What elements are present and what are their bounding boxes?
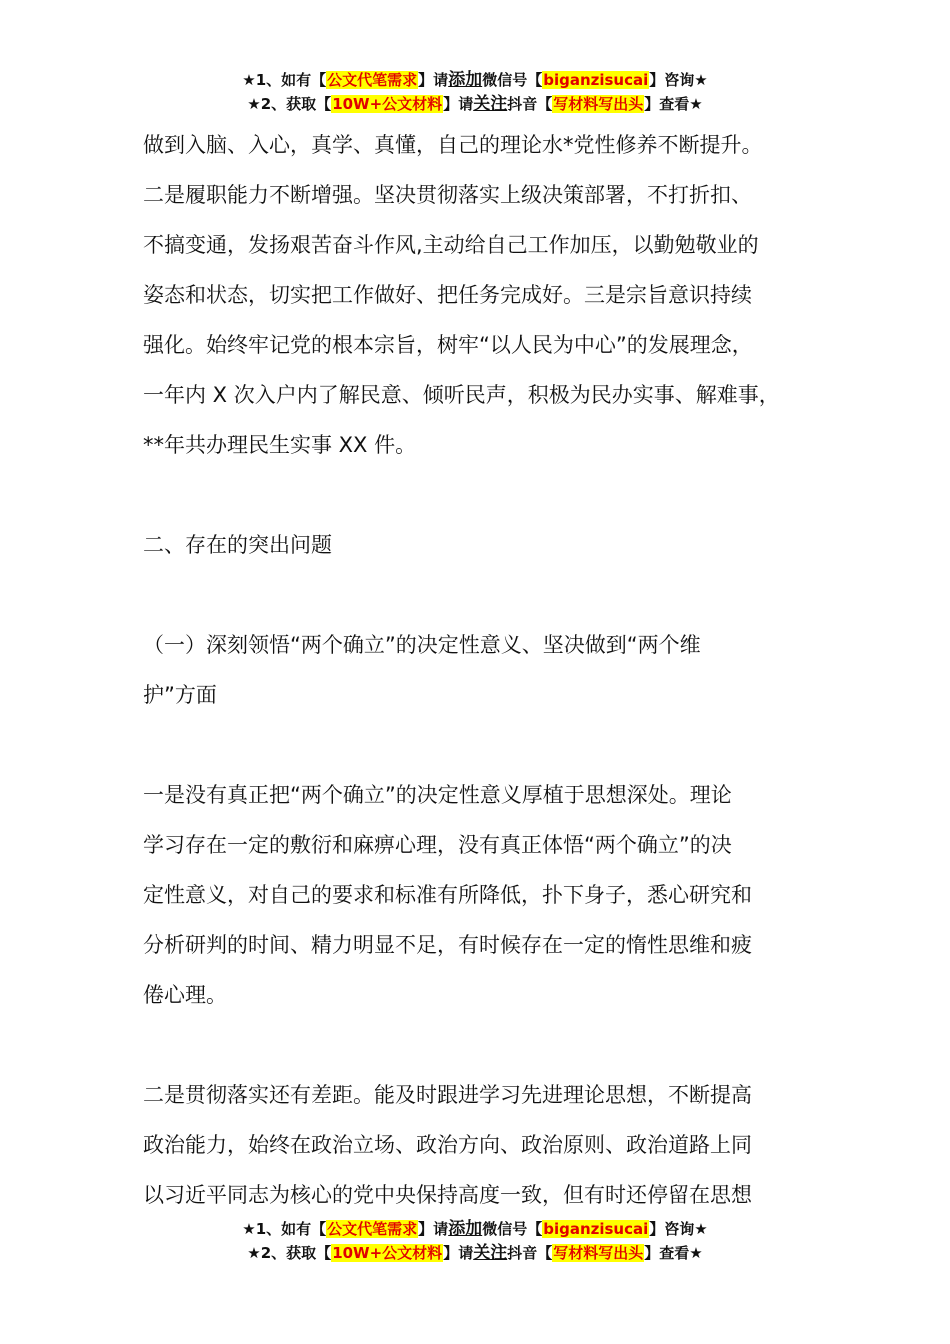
body-line: 分析研判的时间、精力明显不足，有时候存在一定的惰性思维和疲	[143, 933, 752, 957]
banner-emphasis: 关注	[473, 1243, 508, 1263]
paragraph-gap	[143, 570, 833, 620]
banner-text: ★2、获取【	[247, 1244, 332, 1262]
banner-text: ★1、如有【	[242, 71, 327, 89]
footer-banner	[0, 1217, 950, 1265]
banner-highlight: 公文代笔需求	[327, 1220, 418, 1238]
banner-text: 抖音【	[507, 95, 553, 113]
banner-highlight: 10W+公文材料	[332, 95, 443, 113]
body-line: 一是没有真正把“两个确立”的决定性意义厚植于思想深处。理论	[143, 783, 732, 807]
banner-emphasis: 关注	[473, 94, 508, 114]
banner-text: 】查看★	[644, 95, 703, 113]
banner-text: 】请	[418, 71, 449, 89]
banner-text: 】咨询★	[649, 1220, 708, 1238]
banner-highlight: 写材料写出头	[553, 95, 644, 113]
body-line: 一年内 X 次入户内了解民意、倾听民声，积极为民办实事、解难事，	[143, 383, 780, 407]
body-line: 不搞变通，发扬艰苦奋斗作风,主动给自己工作加压，以勤勉敬业的	[143, 233, 759, 257]
body-line: 政治能力，始终在政治立场、政治方向、政治原则、政治道路上同	[143, 1133, 752, 1157]
banner-highlight: biganzisucai	[543, 1220, 649, 1238]
banner-line-1	[0, 1217, 950, 1241]
body-line: 二是履职能力不断增强。坚决贯彻落实上级决策部署，不打折扣、	[143, 183, 752, 207]
banner-text: 】请	[443, 1244, 474, 1262]
subsection-heading: （一）深刻领悟“两个确立”的决定性意义、坚决做到“两个维	[143, 633, 701, 657]
body-line: 倦心理。	[143, 983, 227, 1007]
body-line: 做到入脑、入心，真学、真懂，自己的理论水*党性修养不断提升。	[143, 133, 763, 157]
paragraph-gap	[143, 1020, 833, 1070]
body-line: **年共办理民生实事 XX 件。	[143, 433, 417, 457]
banner-line-1	[0, 68, 950, 92]
section-heading: 二、存在的突出问题	[143, 533, 332, 557]
banner-highlight: 写材料写出头	[553, 1244, 644, 1262]
banner-highlight: 公文代笔需求	[327, 71, 418, 89]
banner-emphasis: 添加	[448, 70, 483, 90]
body-line: 学习存在一定的敷衍和麻痹心理，没有真正体悟“两个确立”的决	[143, 833, 732, 857]
banner-text: 微信号【	[482, 71, 543, 89]
banner-text: 微信号【	[482, 1220, 543, 1238]
body-line: 强化。始终牢记党的根本宗旨，树牢“以人民为中心”的发展理念，	[143, 333, 753, 357]
header-banner	[0, 68, 950, 116]
banner-line-2	[0, 1241, 950, 1265]
banner-highlight: biganzisucai	[543, 71, 649, 89]
banner-highlight: 10W+公文材料	[332, 1244, 443, 1262]
subsection-heading: 护”方面	[143, 683, 217, 707]
banner-text: 】咨询★	[649, 71, 708, 89]
paragraph-gap	[143, 720, 833, 770]
banner-text: 抖音【	[507, 1244, 553, 1262]
document-body	[143, 120, 833, 1220]
banner-text: ★2、获取【	[247, 95, 332, 113]
banner-text: 】请	[418, 1220, 449, 1238]
body-line: 二是贯彻落实还有差距。能及时跟进学习先进理论思想，不断提高	[143, 1083, 752, 1107]
body-line: 定性意义，对自己的要求和标准有所降低，扑下身子，悉心研究和	[143, 883, 752, 907]
paragraph-gap	[143, 470, 833, 520]
banner-line-2	[0, 92, 950, 116]
body-line: 姿态和状态，切实把工作做好、把任务完成好。三是宗旨意识持续	[143, 283, 752, 307]
banner-emphasis: 添加	[448, 1219, 483, 1239]
banner-text: 】查看★	[644, 1244, 703, 1262]
body-line: 以习近平同志为核心的党中央保持高度一致，但有时还停留在思想	[143, 1183, 752, 1207]
banner-text: 】请	[443, 95, 474, 113]
banner-text: ★1、如有【	[242, 1220, 327, 1238]
